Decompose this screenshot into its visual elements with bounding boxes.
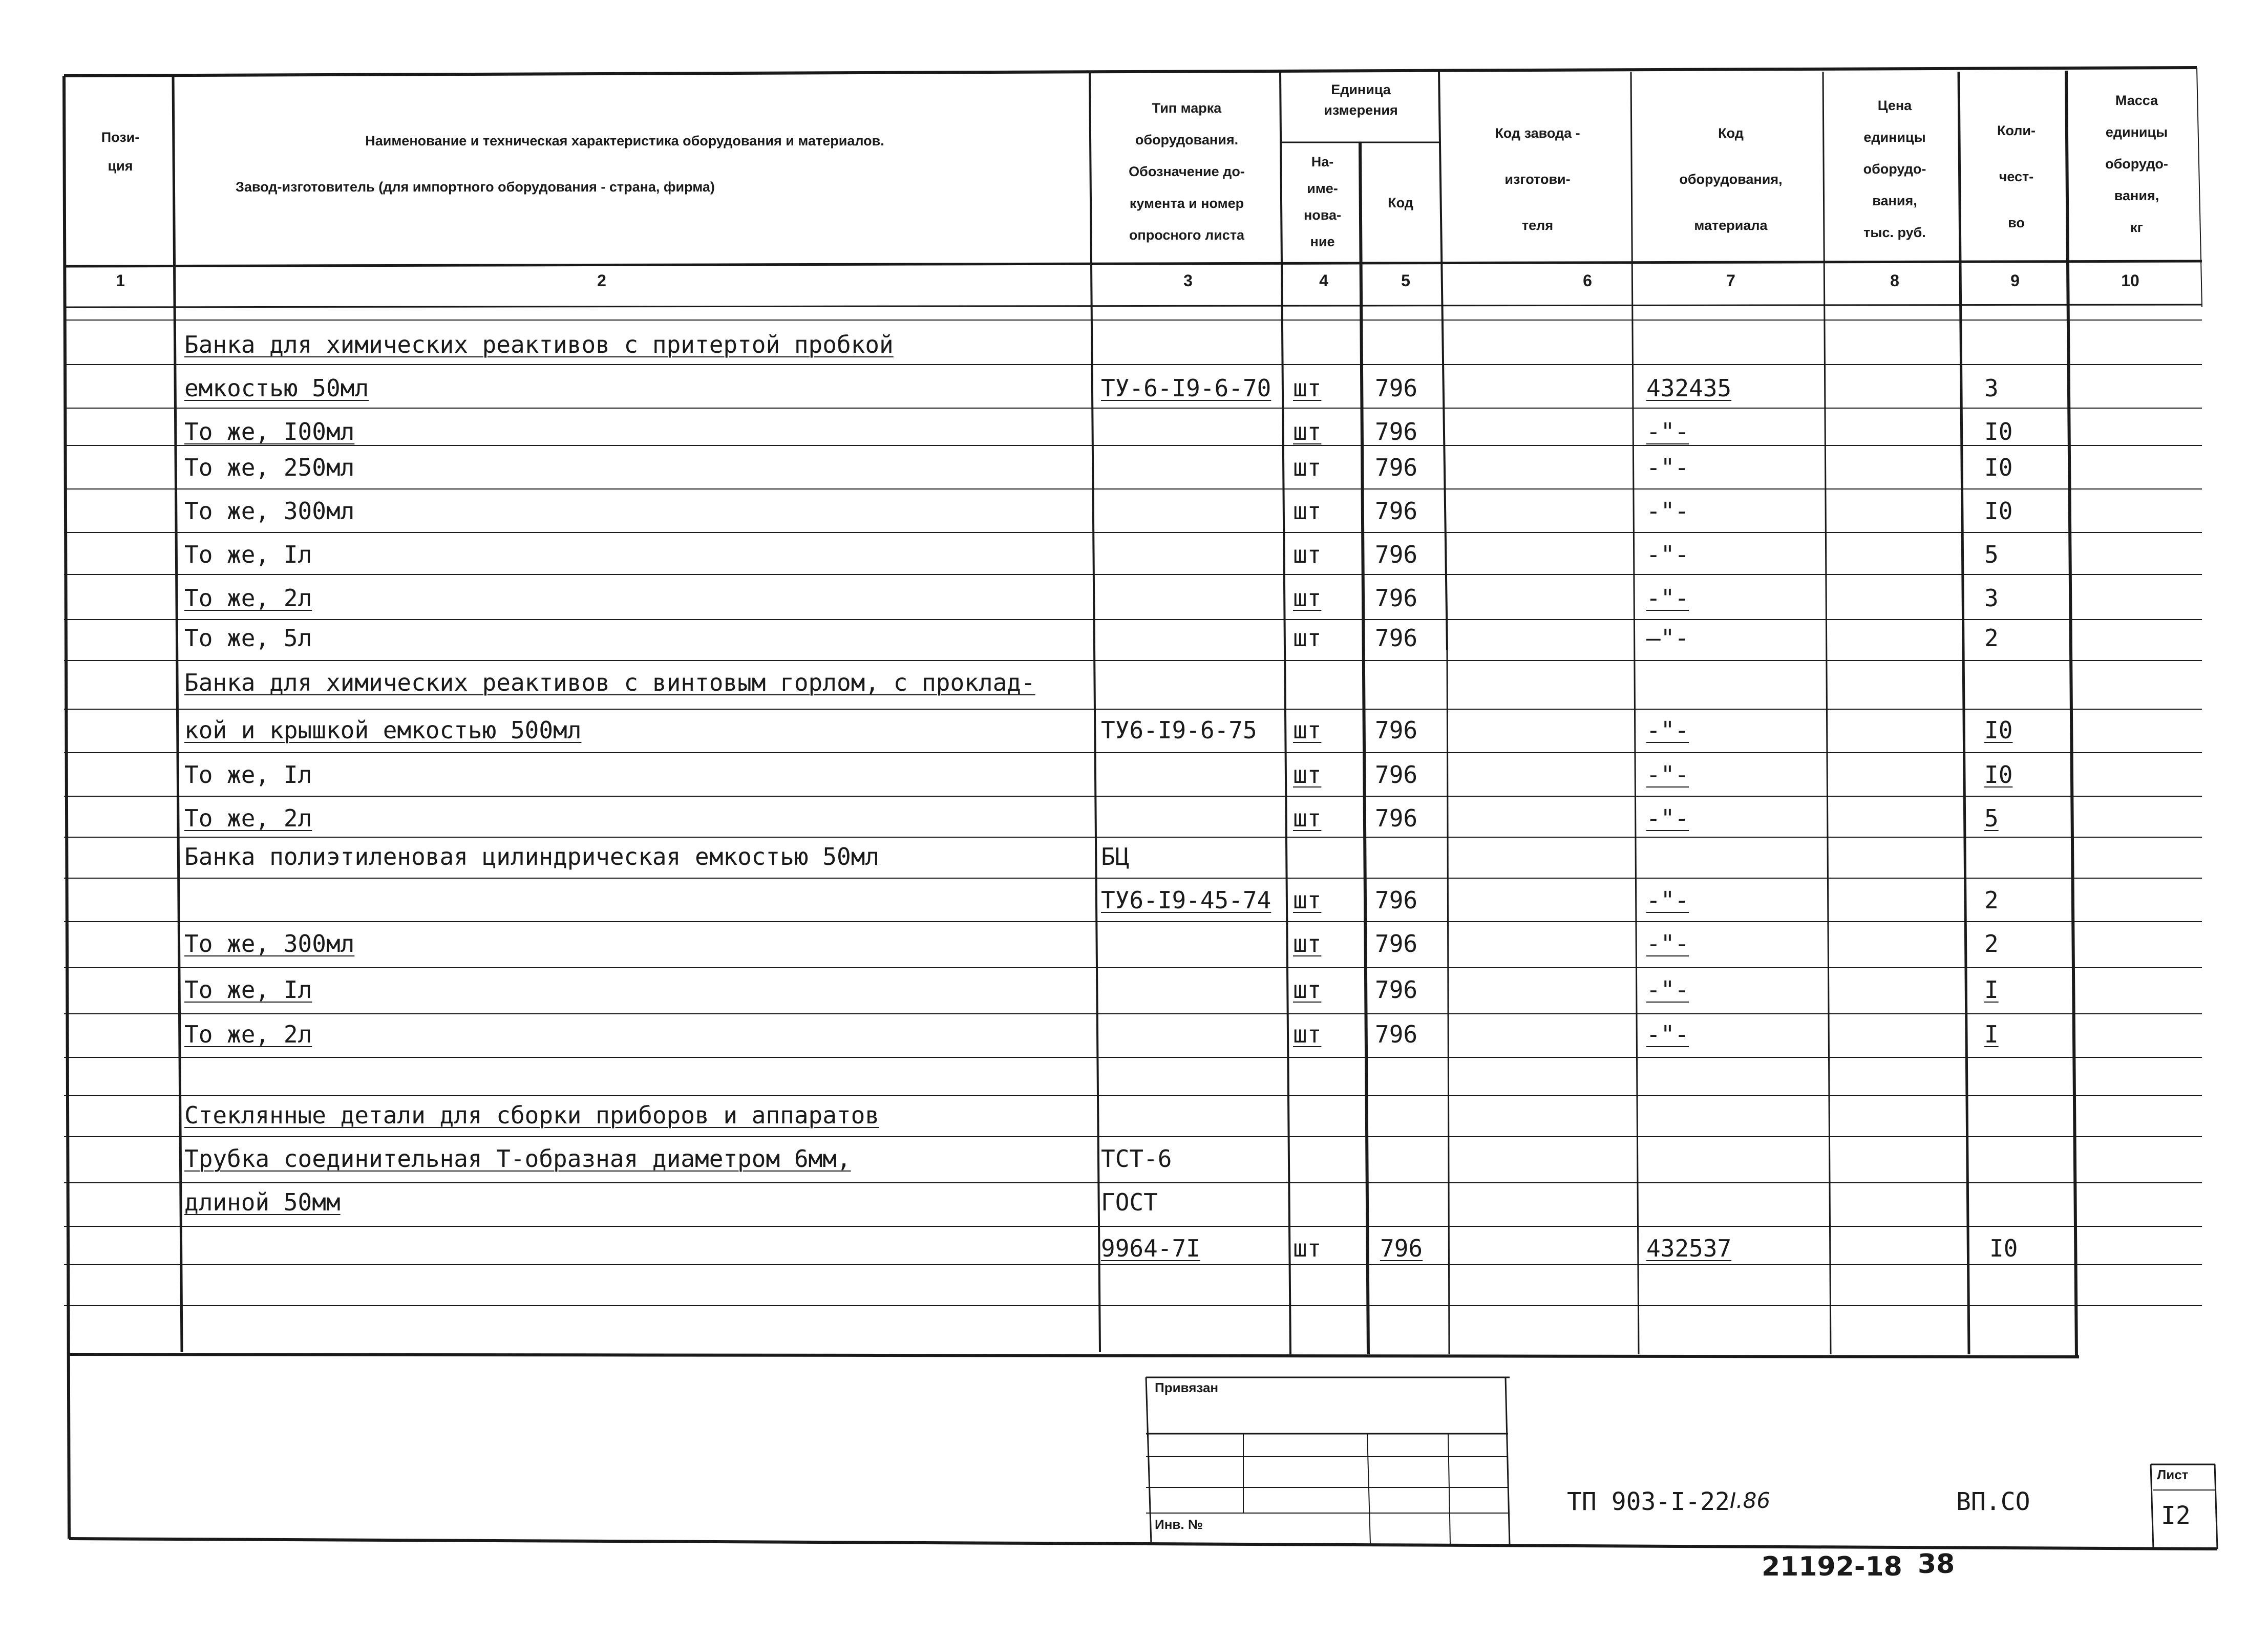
column-number-2: 2	[597, 271, 606, 290]
row-10-equip: -"-	[1646, 761, 1689, 789]
header-type: Тип марка оборудования. Обозначение до- кумента и номер опросного листа	[1129, 100, 1245, 243]
row-3-name: То же, 250мл	[184, 454, 355, 481]
header-unit-group: Единица измерения	[1324, 82, 1398, 118]
row-4-unit: шт	[1293, 497, 1322, 525]
row-12-name: Банка полиэтиленовая цилиндрическая емкостью 50мл	[184, 843, 880, 870]
row-15-equip: -"-	[1646, 976, 1689, 1004]
row-15-unit: шт	[1293, 976, 1322, 1004]
row-7-code: 796	[1375, 624, 1418, 652]
row-6-unit: шт	[1293, 584, 1322, 612]
row-20-type: ГОСТ	[1101, 1188, 1158, 1216]
row-5-qty: 5	[1984, 541, 1999, 568]
row-6-code: 796	[1375, 584, 1418, 612]
column-number-8: 8	[1890, 271, 1899, 290]
row-6-name: То же, 2л	[184, 584, 312, 612]
row-12-type: БЦ	[1101, 843, 1130, 870]
row-2-equip: -"-	[1646, 418, 1689, 445]
row-7-name: То же, 5л	[184, 624, 312, 652]
row-11-name: То же, 2л	[184, 804, 312, 832]
row-5-code: 796	[1375, 541, 1418, 568]
row-19-name: Трубка соединительная Т-образная диаметром 6мм,	[184, 1145, 851, 1173]
row-9-equip: -"-	[1646, 716, 1689, 744]
row-14-code: 796	[1375, 930, 1418, 957]
row-2-qty: I0	[1984, 418, 2013, 445]
stamp-section-code: ВП.СО	[1956, 1487, 2030, 1516]
row-14-equip: -"-	[1646, 930, 1689, 957]
stamp-sheet-label: Лист	[2157, 1467, 2189, 1482]
column-number-1: 1	[116, 271, 125, 290]
header-position: Пози- ция	[101, 130, 140, 174]
column-number-7: 7	[1726, 271, 1735, 290]
row-19-type: ТСТ-6	[1101, 1145, 1172, 1173]
header-unit-name: На- име- нова- ние	[1303, 154, 1342, 249]
header-price: Цена единицы оборудо- вания, тыс. руб.	[1863, 98, 1926, 240]
header-factory-code: Код завода - изготови- теля	[1495, 125, 1580, 233]
row-8-name: Банка для химических реактивов с винтовым горлом, с проклад-	[184, 669, 1035, 696]
row-15-name: То же, Iл	[184, 976, 312, 1004]
row-10-code: 796	[1375, 761, 1418, 789]
header-quantity: Коли- чест- во	[1997, 123, 2036, 230]
stamp-sheet-number: I2	[2161, 1501, 2191, 1530]
column-number-9: 9	[2010, 271, 2020, 290]
column-number-10: 10	[2121, 271, 2139, 290]
row-7-unit: шт	[1293, 624, 1322, 652]
row-1-equip: 432435	[1646, 374, 1732, 402]
row-11-unit: шт	[1293, 804, 1322, 832]
row-9-type: ТУ6-I9-6-75	[1101, 716, 1257, 744]
row-4-name: То же, 300мл	[184, 497, 355, 525]
row-11-code: 796	[1375, 804, 1418, 832]
row-2-unit: шт	[1293, 418, 1322, 445]
header-mass: Масса единицы оборудо- вания, кг	[2105, 93, 2168, 235]
column-number-6: 6	[1583, 271, 1592, 290]
row-21-unit: шт	[1293, 1234, 1322, 1262]
row-3-unit: шт	[1293, 454, 1322, 481]
row-1-qty: 3	[1984, 374, 1999, 402]
row-14-unit: шт	[1293, 930, 1322, 957]
row-10-qty: I0	[1984, 761, 2013, 789]
row-5-equip: -"-	[1646, 541, 1689, 568]
row-3-equip: -"-	[1646, 454, 1689, 481]
row-4-code: 796	[1375, 497, 1418, 525]
row-10-unit: шт	[1293, 761, 1322, 789]
row-1-name: емкостью 50мл	[184, 374, 369, 402]
stamp-document-code-handwritten: I.86	[1729, 1488, 1771, 1513]
row-16-code: 796	[1375, 1020, 1418, 1048]
row-5-name: То же, Iл	[184, 541, 312, 568]
row-10-name: То же, Iл	[184, 761, 312, 789]
row-15-code: 796	[1375, 976, 1418, 1004]
row-18-name: Стеклянные детали для сборки приборов и аппаратов	[184, 1101, 880, 1129]
row-3-code: 796	[1375, 454, 1418, 481]
row-9-qty: I0	[1984, 716, 2013, 744]
row-14-qty: 2	[1984, 930, 1999, 957]
column-number-5: 5	[1401, 271, 1410, 290]
row-9-unit: шт	[1293, 716, 1322, 744]
row-13-type: ТУ6-I9-45-74	[1101, 886, 1271, 914]
stamp-bound-label: Привязан	[1155, 1380, 1219, 1395]
row-16-unit: шт	[1293, 1020, 1322, 1048]
row-1-code: 796	[1375, 374, 1418, 402]
row-21-equip: 432537	[1646, 1234, 1732, 1262]
archive-number: 21192-18	[1762, 1551, 1902, 1582]
row-13-qty: 2	[1984, 886, 1999, 914]
row-16-name: То же, 2л	[184, 1020, 312, 1048]
row-13-equip: -"-	[1646, 886, 1689, 914]
page-number: 38	[1918, 1549, 1955, 1580]
row-6-equip: -"-	[1646, 584, 1689, 612]
row-11-qty: 5	[1984, 804, 1999, 832]
row-1-type: ТУ-6-I9-6-70	[1101, 374, 1271, 402]
row-20-name: длиной 50мм	[184, 1188, 341, 1216]
row-7-equip: —"-	[1646, 624, 1689, 652]
row-5-unit: шт	[1293, 541, 1322, 568]
row-3-qty: I0	[1984, 454, 2013, 481]
row-13-code: 796	[1375, 886, 1418, 914]
row-1-unit: шт	[1293, 374, 1322, 402]
header-name: Наименование и техническая характеристика оборудования и материалов. Завод-изготовитель (для импортного оборудования - страна, фирма)	[236, 133, 884, 195]
stamp-document-code: ТП 903-I-22I.86	[1567, 1487, 1771, 1516]
row-16-qty: I	[1984, 1020, 1999, 1048]
row-16-equip: -"-	[1646, 1020, 1689, 1048]
row-15-qty: I	[1984, 976, 1999, 1004]
stamp-inventory-label: Инв. №	[1155, 1517, 1203, 1532]
row-0-name: Банка для химических реактивов с притертой пробкой	[184, 331, 894, 358]
column-number-3: 3	[1183, 271, 1193, 290]
row-21-code: 796	[1380, 1234, 1423, 1262]
row-7-qty: 2	[1984, 624, 1999, 652]
row-21-type: 9964-7I	[1101, 1234, 1200, 1262]
row-13-unit: шт	[1293, 886, 1322, 914]
row-9-name: кой и крышкой емкостью 500мл	[184, 716, 582, 744]
row-21-qty: I0	[1989, 1234, 2018, 1262]
row-11-equip: -"-	[1646, 804, 1689, 832]
row-2-code: 796	[1375, 418, 1418, 445]
row-6-qty: 3	[1984, 584, 1999, 612]
row-4-qty: I0	[1984, 497, 2013, 525]
row-2-name: То же, I00мл	[184, 418, 355, 445]
row-9-code: 796	[1375, 716, 1418, 744]
header-unit-code: Код	[1388, 195, 1413, 210]
header-equipment-code: Код оборудования, материала	[1679, 125, 1783, 233]
row-14-name: То же, 300мл	[184, 930, 355, 957]
row-4-equip: -"-	[1646, 497, 1689, 525]
column-number-4: 4	[1319, 271, 1328, 290]
